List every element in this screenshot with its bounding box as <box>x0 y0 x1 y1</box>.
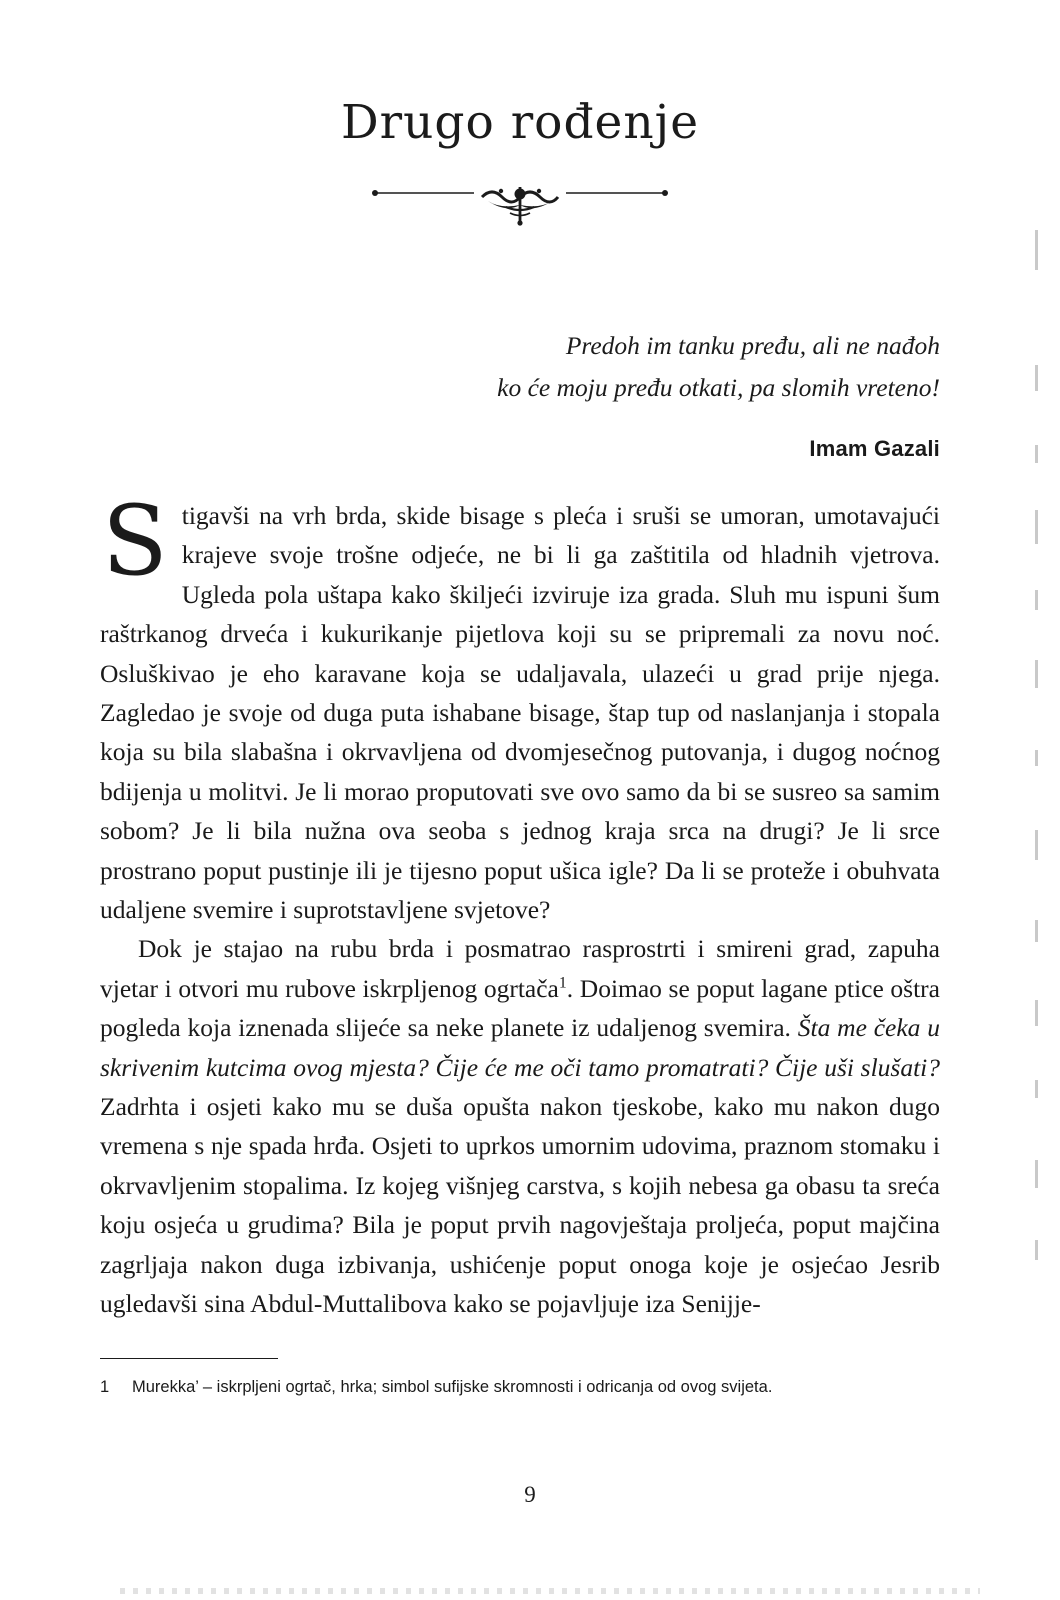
scan-bottom-artifacts <box>120 1588 980 1594</box>
paragraph-2-part-a: Dok je stajao na rubu brda i posmatrao rasprostrti i smireni grad, zapuha vjetar i otvori mu rubove iskrpljenog ogrtača <box>100 934 940 1003</box>
footnote-text: Murekka’ – iskrpljeni ogrtač, hrka; simbol sufijske skromnosti i odricanja od ovog svijeta. <box>132 1378 773 1396</box>
drop-cap: S <box>102 485 168 598</box>
paragraph-2-part-b: . Doimao se poput lagane ptice oštra pogleda koja iznenada slijeće sa neke planete iz udaljenog svemira. <box>100 973 940 1043</box>
epigraph-line-2: ko će moju pređu otkati, pa slomih vreteno! <box>497 372 940 402</box>
paragraph-1 <box>100 485 940 929</box>
page-number: 9 <box>524 1482 536 1507</box>
epigraph <box>100 325 940 408</box>
footnote <box>100 1376 940 1399</box>
paragraph-2 <box>100 929 940 1323</box>
footnote-separator-rule <box>100 1358 278 1359</box>
body-text <box>100 485 940 1323</box>
floral-divider-ornament <box>370 181 670 233</box>
epigraph-attribution: Imam Gazali <box>809 436 940 462</box>
footnote-area <box>100 1358 940 1399</box>
footnote-number: 1 <box>100 1378 110 1396</box>
epigraph-line-1: Predoh im tanku pređu, ali ne nađoh <box>565 331 940 361</box>
page-content <box>100 0 940 1323</box>
page-title: Drugo rođenje <box>340 95 700 150</box>
paragraph-2-italic-quote: Šta me čeka u skrivenim kutcima ovog mjesta? Čije će me oči tamo promatrati? Čije uši slušati? <box>100 1013 940 1082</box>
paragraph-2-part-c: Zadrhta i osjeti kako mu se duša opušta nakon tjeskobe, kako mu nakon dugo vremena s nje spada hrđa. Osjeti to uprkos umornim udovima, praznom stomaku i okrvavljenim stopalima. Iz kojeg višnjeg carstva, s kojih nebesa ga obasu ta sreća koju osjeća u grudima? Bila je poput prvih nagovještaja proljeća, poput majčina zagrljaja nakon duga izbivanja, ushićenje poput onoga koje je osjećao Jesrib ugledavši sina Abdul-Muttalibova kako se pojavljuje iza Senijje- <box>100 1091 940 1318</box>
scan-edge-artifacts <box>1032 230 1038 1330</box>
paragraph-1-text: tigavši na vrh brda, skide bisage s pleća i sruši se umoran, umotavajući krajeve svoje trošne odjeće, ne bi li ga zaštitila od hladnih vjetrova. Ugleda pola uštapa kako škiljeći izviruje iza grada. Sluh mu ispuni šum raštrkanog drveća i kukurikanje pijetlova koji su se pripremali za novu noć. Osluškivao je eho karavane koja se udaljavala, ulazeći u grad prije njega. Zagledao je svoje od duga puta ishabane bisage, štap tup od naslanjanja i stopala koja su bila slabašna i okrvavljena od dvomjesečnog putovanja, i dugog noćnog bdijenja u molitvi. Je li morao proputovati sve ovo samo da bi se susreo sa samim sobom? Je li bila nužna ova seoba s jednog kraja srca na drugi? Je li srce prostrano poput pustinje ili je tijesno poput ušica igle? Da li se proteže i obuhvata udaljene svemire i suprotstavljene svjetove? <box>100 501 940 924</box>
footnote-marker[interactable]: 1 <box>558 974 567 992</box>
